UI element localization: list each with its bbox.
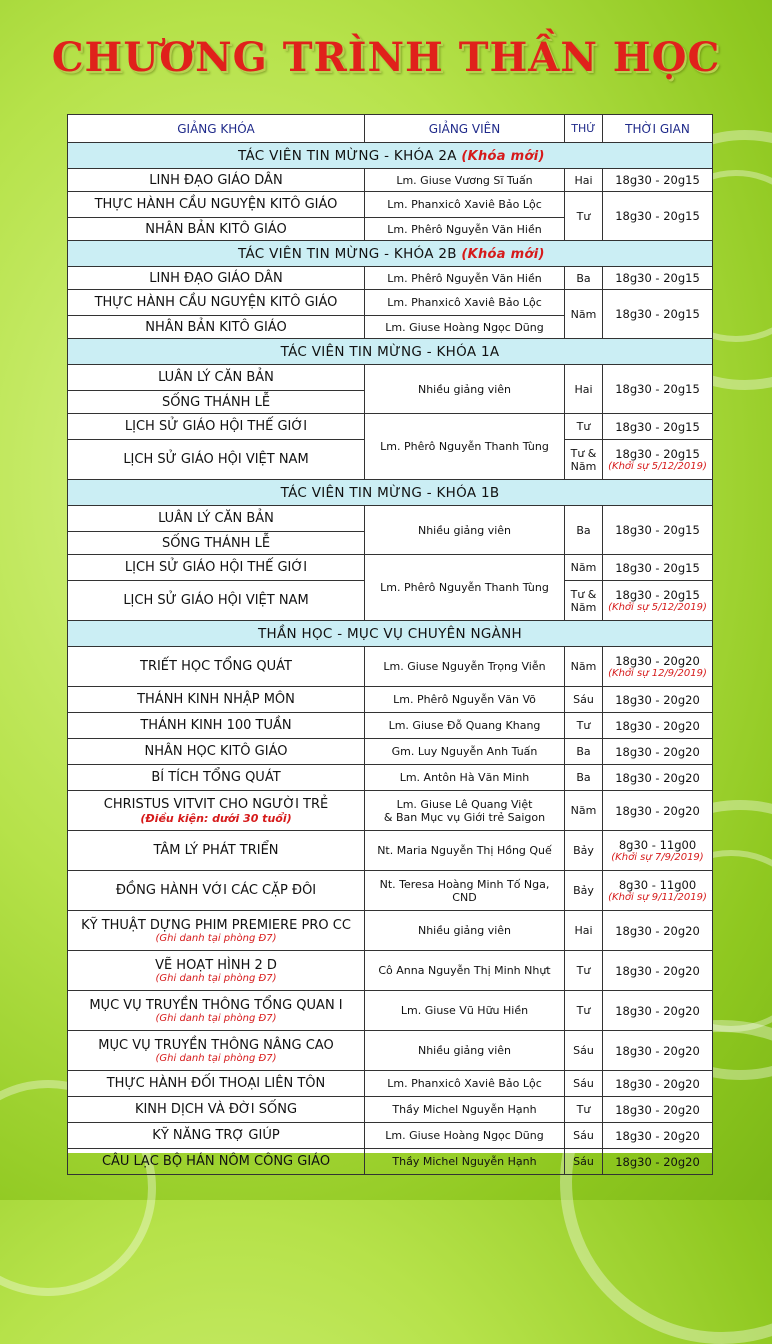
course-name xyxy=(68,791,365,831)
start-note: (Khởi sự 12/9/2019) xyxy=(608,668,707,679)
time-cell: 18g30 - 20g15 xyxy=(603,365,713,414)
day-cell: Tư xyxy=(565,951,603,991)
course-name: TRIẾT HỌC TỔNG QUÁT xyxy=(68,647,365,687)
start-note: (Khởi sự 5/12/2019) xyxy=(608,461,707,472)
course-name: THÁNH KINH 100 TUẦN xyxy=(68,713,365,739)
lecturer-name: Lm. Phanxicô Xaviê Bảo Lộc xyxy=(365,290,565,316)
registration-note: (Ghi danh tại phòng Đ7) xyxy=(155,1012,277,1024)
course-name: LINH ĐẠO GIÁO DÂN xyxy=(68,169,365,192)
table-row xyxy=(68,267,713,290)
lecturer-name: Thầy Michel Nguyễn Hạnh xyxy=(365,1097,565,1123)
start-note: (Khởi sự 9/11/2019) xyxy=(608,892,707,903)
time-cell: 18g30 - 20g20 xyxy=(603,911,713,951)
time-cell: 18g30 - 20g20 xyxy=(603,991,713,1031)
time-cell: 18g30 - 20g20 xyxy=(603,791,713,831)
course-title: KỸ THUẬT DỰNG PHIM PREMIERE PRO CC xyxy=(81,917,351,933)
course-name: NHÂN BẢN KITÔ GIÁO xyxy=(68,218,365,241)
time-value: 8g30 - 11g00 xyxy=(618,878,697,892)
day-cell: Ba xyxy=(565,739,603,765)
lecturer-name: Gm. Luy Nguyễn Anh Tuấn xyxy=(365,739,565,765)
time-value: 18g30 - 20g20 xyxy=(615,654,700,668)
time-cell xyxy=(603,647,713,687)
section-title: TÁC VIÊN TIN MỪNG - KHÓA 2A xyxy=(238,147,457,164)
header-row xyxy=(68,115,713,143)
time-cell: 18g30 - 20g15 xyxy=(603,169,713,192)
section-header xyxy=(68,241,713,267)
day-cell: Năm xyxy=(565,791,603,831)
registration-note: (Ghi danh tại phòng Đ7) xyxy=(155,932,277,944)
lecturer-name xyxy=(365,791,565,831)
day-cell xyxy=(565,581,603,621)
lecturer-name: Nhiều giảng viên xyxy=(365,911,565,951)
time-cell: 18g30 - 20g15 xyxy=(603,192,713,241)
lecturer-name: Thầy Michel Nguyễn Hạnh xyxy=(365,1149,565,1175)
course-name: SỐNG THÁNH LỄ xyxy=(68,391,365,414)
section-title: TÁC VIÊN TIN MỪNG - KHÓA 1A xyxy=(280,343,500,360)
table-row xyxy=(68,991,713,1031)
table-row xyxy=(68,1149,713,1175)
course-name: TÂM LÝ PHÁT TRIỂN xyxy=(68,831,365,871)
course-name xyxy=(68,1031,365,1071)
registration-note: (Ghi danh tại phòng Đ7) xyxy=(155,972,277,984)
course-title: MỤC VỤ TRUYỀN THÔNG TỔNG QUAN I xyxy=(89,997,343,1013)
lecturer-name: Lm. Giuse Hoàng Ngọc Dũng xyxy=(365,1123,565,1149)
time-cell: 18g30 - 20g20 xyxy=(603,687,713,713)
day-cell: Bảy xyxy=(565,871,603,911)
day-cell: Sáu xyxy=(565,1071,603,1097)
time-cell: 18g30 - 20g15 xyxy=(603,267,713,290)
course-name xyxy=(68,911,365,951)
table-row xyxy=(68,687,713,713)
table-row xyxy=(68,1123,713,1149)
table-row xyxy=(68,1097,713,1123)
lecturer-name: Lm. Phanxicô Xaviê Bảo Lộc xyxy=(365,192,565,218)
course-name: THÁNH KINH NHẬP MÔN xyxy=(68,687,365,713)
course-title: CHRISTUS VITVIT CHO NGƯỜI TRẺ xyxy=(103,796,329,812)
lecturer-line: Lm. Giuse Lê Quang Việt xyxy=(396,797,533,811)
lecturer-name: Lm. Phanxicô Xaviê Bảo Lộc xyxy=(365,1071,565,1097)
time-cell: 18g30 - 20g20 xyxy=(603,1149,713,1175)
lecturer-name: Lm. Giuse Vương Sĩ Tuấn xyxy=(365,169,565,192)
time-cell xyxy=(603,871,713,911)
day-cell: Tư xyxy=(565,1097,603,1123)
condition-note: (Điều kiện: dưới 30 tuổi) xyxy=(140,811,292,825)
lecturer-name: Cô Anna Nguyễn Thị Minh Nhựt xyxy=(365,951,565,991)
table-row xyxy=(68,791,713,831)
course-name: THỰC HÀNH CẦU NGUYỆN KITÔ GIÁO xyxy=(68,192,365,218)
time-value: 18g30 - 20g15 xyxy=(615,588,700,602)
course-name: NHÂN BẢN KITÔ GIÁO xyxy=(68,316,365,339)
day-cell xyxy=(565,440,603,480)
header-time: THỜI GIAN xyxy=(603,115,713,143)
table-row xyxy=(68,739,713,765)
day-cell: Sáu xyxy=(565,1031,603,1071)
lecturer-name: Lm. Giuse Hoàng Ngọc Dũng xyxy=(365,316,565,339)
day-cell: Ba xyxy=(565,506,603,555)
day-cell: Tư xyxy=(565,713,603,739)
table-row xyxy=(68,555,713,581)
time-cell: 18g30 - 20g20 xyxy=(603,1031,713,1071)
new-course-tag: (Khóa mới) xyxy=(461,148,545,164)
lecturer-line: & Ban Mục vụ Giới trẻ Saigon xyxy=(383,810,546,824)
lecturer-name: Lm. Phêrô Nguyễn Thanh Tùng xyxy=(365,414,565,480)
table-row xyxy=(68,290,713,316)
lecturer-name: Lm. Giuse Đỗ Quang Khang xyxy=(365,713,565,739)
header-lecturer: GIẢNG VIÊN xyxy=(365,115,565,143)
day-cell: Hai xyxy=(565,365,603,414)
course-name: LUÂN LÝ CĂN BẢN xyxy=(68,506,365,532)
section-header xyxy=(68,143,713,169)
course-name: NHÂN HỌC KITÔ GIÁO xyxy=(68,739,365,765)
table-row xyxy=(68,831,713,871)
time-cell xyxy=(603,440,713,480)
section-header xyxy=(68,480,713,506)
table-row xyxy=(68,414,713,440)
header-day: THỨ xyxy=(565,115,603,143)
day-line: Năm xyxy=(570,600,597,614)
new-course-tag: (Khóa mới) xyxy=(461,246,545,262)
lecturer-name: Lm. Antôn Hà Văn Minh xyxy=(365,765,565,791)
day-line: Năm xyxy=(570,459,597,473)
section-header xyxy=(68,339,713,365)
time-value: 8g30 - 11g00 xyxy=(618,838,697,852)
section-title: TÁC VIÊN TIN MỪNG - KHÓA 2B xyxy=(238,245,457,262)
table-row xyxy=(68,365,713,391)
table-row xyxy=(68,192,713,218)
time-cell: 18g30 - 20g15 xyxy=(603,506,713,555)
lecturer-name: Lm. Phêrô Nguyễn Văn Hiền xyxy=(365,218,565,241)
time-value: 18g30 - 20g15 xyxy=(615,447,700,461)
table-row xyxy=(68,951,713,991)
course-name: THỰC HÀNH ĐỐI THOẠI LIÊN TÔN xyxy=(68,1071,365,1097)
course-name: KINH DỊCH VÀ ĐỜI SỐNG xyxy=(68,1097,365,1123)
table-row xyxy=(68,1071,713,1097)
time-cell: 18g30 - 20g15 xyxy=(603,414,713,440)
time-cell: 18g30 - 20g20 xyxy=(603,1071,713,1097)
start-note: (Khởi sự 7/9/2019) xyxy=(611,852,704,863)
time-cell: 18g30 - 20g20 xyxy=(603,713,713,739)
time-cell: 18g30 - 20g20 xyxy=(603,739,713,765)
course-name: CÂU LẠC BỘ HÁN NÔM CÔNG GIÁO xyxy=(68,1149,365,1175)
time-cell: 18g30 - 20g15 xyxy=(603,290,713,339)
day-cell: Tư xyxy=(565,192,603,241)
schedule-table xyxy=(67,114,713,1175)
course-name: LỊCH SỬ GIÁO HỘI VIỆT NAM xyxy=(68,440,365,480)
page-title: CHƯƠNG TRÌNH THẦN HỌC xyxy=(51,34,721,81)
day-line: Tư & xyxy=(570,587,597,601)
day-cell: Sáu xyxy=(565,1123,603,1149)
table-row xyxy=(68,713,713,739)
day-cell: Ba xyxy=(565,267,603,290)
course-name: THỰC HÀNH CẦU NGUYỆN KITÔ GIÁO xyxy=(68,290,365,316)
schedule-card xyxy=(67,114,712,1169)
lecturer-name: Lm. Phêrô Nguyễn Thanh Tùng xyxy=(365,555,565,621)
time-cell: 18g30 - 20g20 xyxy=(603,765,713,791)
day-cell: Sáu xyxy=(565,1149,603,1175)
course-name: LINH ĐẠO GIÁO DÂN xyxy=(68,267,365,290)
course-name: LỊCH SỬ GIÁO HỘI THẾ GIỚI xyxy=(68,555,365,581)
section-title: THẦN HỌC - MỤC VỤ CHUYÊN NGÀNH xyxy=(257,625,522,642)
course-name: LỊCH SỬ GIÁO HỘI THẾ GIỚI xyxy=(68,414,365,440)
table-row xyxy=(68,169,713,192)
course-title: VẼ HOẠT HÌNH 2 D xyxy=(155,957,277,973)
time-cell: 18g30 - 20g20 xyxy=(603,1097,713,1123)
table-row xyxy=(68,506,713,532)
day-cell: Tư xyxy=(565,414,603,440)
table-row xyxy=(68,911,713,951)
day-cell: Năm xyxy=(565,290,603,339)
day-cell: Tư xyxy=(565,991,603,1031)
lecturer-name: Nt. Teresa Hoàng Minh Tố Nga, CND xyxy=(365,871,565,911)
time-cell xyxy=(603,581,713,621)
course-title: MỤC VỤ TRUYỀN THÔNG NÂNG CAO xyxy=(98,1037,334,1053)
registration-note: (Ghi danh tại phòng Đ7) xyxy=(155,1052,277,1064)
day-cell: Năm xyxy=(565,555,603,581)
course-name: LỊCH SỬ GIÁO HỘI VIỆT NAM xyxy=(68,581,365,621)
start-note: (Khởi sự 5/12/2019) xyxy=(608,602,707,613)
course-name: LUÂN LÝ CĂN BẢN xyxy=(68,365,365,391)
lecturer-name: Lm. Phêrô Nguyễn Văn Võ xyxy=(365,687,565,713)
section-header xyxy=(68,621,713,647)
lecturer-name: Lm. Giuse Nguyễn Trọng Viễn xyxy=(365,647,565,687)
day-cell: Năm xyxy=(565,647,603,687)
table-row xyxy=(68,1031,713,1071)
day-cell: Hai xyxy=(565,169,603,192)
time-cell: 18g30 - 20g20 xyxy=(603,951,713,991)
table-row xyxy=(68,871,713,911)
lecturer-name: Lm. Giuse Vũ Hữu Hiền xyxy=(365,991,565,1031)
day-cell: Bảy xyxy=(565,831,603,871)
day-line: Tư & xyxy=(570,446,597,460)
lecturer-name: Nhiều giảng viên xyxy=(365,1031,565,1071)
lecturer-name: Nhiều giảng viên xyxy=(365,506,565,555)
course-name xyxy=(68,991,365,1031)
table-row xyxy=(68,765,713,791)
day-cell: Hai xyxy=(565,911,603,951)
course-name: BÍ TÍCH TỔNG QUÁT xyxy=(68,765,365,791)
time-cell: 18g30 - 20g15 xyxy=(603,555,713,581)
day-cell: Sáu xyxy=(565,687,603,713)
lecturer-name: Lm. Phêrô Nguyễn Văn Hiền xyxy=(365,267,565,290)
lecturer-name: Nhiều giảng viên xyxy=(365,365,565,414)
course-name: ĐỒNG HÀNH VỚI CÁC CẶP ĐÔI xyxy=(68,871,365,911)
course-name xyxy=(68,951,365,991)
time-cell xyxy=(603,831,713,871)
course-name: SỐNG THÁNH LỄ xyxy=(68,532,365,555)
day-cell: Ba xyxy=(565,765,603,791)
header-course: GIẢNG KHÓA xyxy=(68,115,365,143)
table-row xyxy=(68,647,713,687)
time-cell: 18g30 - 20g20 xyxy=(603,1123,713,1149)
course-name: KỸ NĂNG TRỢ GIÚP xyxy=(68,1123,365,1149)
section-title: TÁC VIÊN TIN MỪNG - KHÓA 1B xyxy=(280,484,500,501)
lecturer-name: Nt. Maria Nguyễn Thị Hồng Quế xyxy=(365,831,565,871)
